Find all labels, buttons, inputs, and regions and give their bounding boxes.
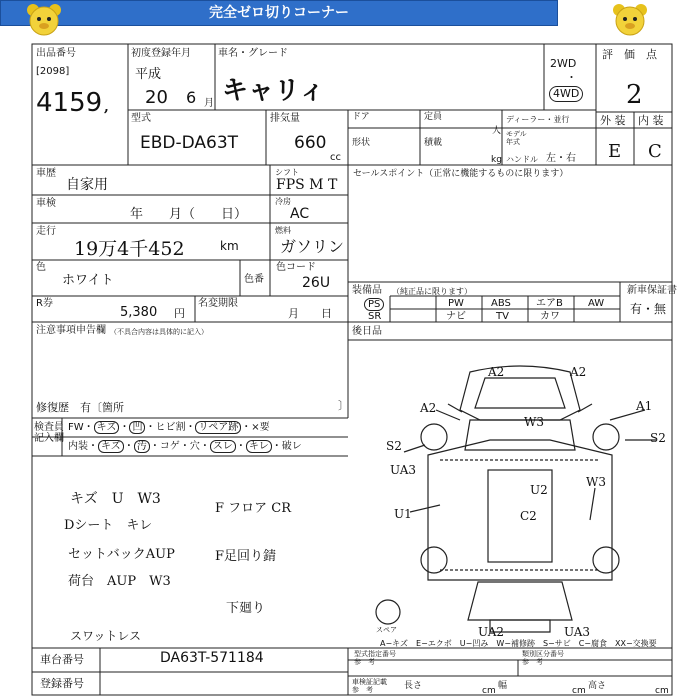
lot-mark: , (104, 99, 109, 115)
color-no-label: 色番 (244, 274, 264, 285)
int-item-burn: コゲ (159, 441, 180, 452)
mark-a2-top-left: A2 (488, 365, 505, 379)
ext-item-needed: ×要 (251, 422, 270, 433)
displacement-unit: cc (330, 152, 341, 163)
recycle-unit: 円 (174, 307, 185, 320)
inspection-value: 年 月（ 日） (130, 207, 248, 222)
mark-w3-side: W3 (586, 475, 606, 489)
hand-note-5: F フロア CR (215, 501, 292, 516)
int-item-tear: キレ (246, 440, 272, 453)
spare-label: スペア (376, 626, 397, 634)
int-item-dirt: 汚 (134, 440, 150, 453)
notes-sub: （不具合内容は具体的に記入） (110, 328, 208, 336)
mark-s2-left: S2 (386, 439, 402, 453)
interior-items: 内装・ キズ ・ 汚 ・コゲ・穴・ スレ ・ キレ ・破レ (68, 441, 302, 452)
equipment-sub: （純正品に限ります） (392, 287, 472, 296)
lot-label: 出品番号 (36, 48, 76, 59)
reg-ref-label: 車検証記載 参 考 (352, 678, 387, 694)
reg-year: 20 (145, 87, 168, 108)
exterior-label: 外 装 (600, 114, 626, 127)
inspector-label: 検査員 記入欄 (34, 422, 64, 444)
car-name: キャリィ (222, 76, 325, 106)
mark-ua3-left: UA3 (390, 463, 417, 477)
mark-ua3-rear: UA3 (564, 625, 591, 639)
load-label: 積載 (424, 138, 443, 148)
drive-dot: ・ (566, 71, 577, 84)
inspection-label: 車検 (36, 198, 56, 209)
history-value: 自家用 (66, 177, 108, 193)
color-code: 26U (302, 275, 331, 291)
model-value: EBD-DA63T (140, 133, 239, 153)
mark-u2: U2 (530, 483, 548, 497)
drive-4wd: 4WD (549, 86, 583, 102)
mark-s2-right: S2 (650, 431, 666, 445)
color-code-label: 色コード (276, 262, 316, 273)
ext-item-crack: ヒビ割 (155, 422, 186, 433)
repair-history: 修復歴 有〔箇所 (36, 401, 124, 414)
new-warranty-value: 有・無 (630, 302, 667, 316)
model-designation-label: 型式指定番号 参 考 (354, 650, 396, 666)
equipment-aw: AW (588, 298, 605, 309)
score-value: 2 (626, 80, 643, 110)
interior-label: 内 装 (638, 114, 664, 127)
ext-item-scratch: キズ (94, 421, 120, 434)
mark-a2-left: A2 (420, 401, 437, 415)
model-year-label: モデル 年式 (506, 130, 527, 146)
reg-label: 登録番号 (40, 677, 84, 690)
hand-note-7: 下廻り (226, 601, 266, 616)
width-unit: cm (572, 686, 586, 696)
int-item-hole: 穴 (189, 441, 200, 452)
fuel-label: 燃料 (275, 226, 291, 235)
length-unit: cm (482, 686, 496, 696)
door-label: ドア (352, 112, 370, 122)
color-label: 色 (36, 262, 46, 273)
shape-label: 形状 (352, 138, 371, 148)
fuel-value: ガソリン (280, 237, 345, 256)
era: 平成 (135, 67, 162, 82)
title-deadline-value: 月 日 (288, 307, 332, 320)
mark-a2-top-right: A2 (570, 365, 587, 379)
mileage-unit: km (220, 239, 239, 253)
width-label: 幅 (498, 681, 508, 691)
recycle-value: 5,380 (120, 305, 158, 320)
ext-item-dent: 凹 (129, 421, 145, 434)
mileage-label: 走行 (36, 226, 56, 237)
height-label: 高さ (588, 681, 607, 691)
lot-code: [2098] (36, 66, 70, 77)
capacity-unit: 人 (492, 126, 502, 136)
chassis-label: 車台番号 (40, 653, 84, 666)
title-deadline-label: 名変期限 (198, 298, 238, 309)
repair-bracket: 〕 (338, 399, 349, 412)
chassis-value: DA63T-571184 (160, 650, 264, 666)
equipment-ps: PS (364, 298, 384, 311)
hand-note-1: キズ U W3 (70, 491, 161, 507)
load-unit: kg (491, 155, 502, 165)
int-item-break: 破レ (281, 441, 302, 452)
category-label: 類別区分番号 参 考 (522, 650, 564, 666)
handle-value: 左・右 (546, 153, 576, 164)
month-unit: 月 (204, 98, 214, 109)
equipment-label: 装備品 (352, 285, 382, 296)
hand-note-6: F足回り錆 (215, 549, 277, 564)
recycle-label: R券 (36, 298, 53, 309)
exterior-items: FW・ キズ ・ 凹 ・ヒビ割・ リペア跡 ・×要 (68, 422, 270, 433)
equipment-leather: カワ (540, 311, 560, 322)
height-unit: cm (655, 686, 669, 696)
equipment-airbag: エアB (536, 298, 563, 309)
shift-value: FPS M T (276, 177, 338, 193)
int-row-label: 内装 (68, 441, 88, 452)
hand-note-8: スワットレス (70, 629, 142, 643)
hand-note-3: セットバックAUP (68, 547, 175, 562)
ext-item-repair: リペア跡 (195, 421, 241, 434)
equipment-navi: ナビ (446, 311, 466, 322)
capacity-label: 定員 (424, 112, 443, 122)
legend-text: A−キズ E−エクボ U−凹み W−補修跡 S−サビ C−腐食 XX−交換要 (380, 639, 657, 648)
selling-points-label: セールスポイント（正常に機能するものに限ります） (353, 169, 569, 179)
handle-label: ハンドル (506, 155, 538, 164)
hand-note-2: Dシート キレ (64, 518, 153, 533)
new-warranty-label: 新車保証書 (627, 285, 677, 296)
displacement-label: 排気量 (270, 113, 300, 124)
shift-label: シフト (275, 168, 299, 177)
model-label: 型式 (131, 113, 151, 124)
displacement-value: 660 (294, 133, 327, 153)
equipment-abs: ABS (491, 298, 511, 309)
int-item-scratch: キズ (98, 440, 124, 453)
mark-a1-right: A1 (636, 399, 653, 413)
page-title: 完全ゼロ切りコーナー (209, 5, 349, 21)
mark-ua2-rear: UA2 (478, 625, 505, 639)
equipment-sr: SR (368, 311, 382, 322)
notes-label: 注意事項申告欄 (36, 325, 106, 336)
score-label: 評 価 点 (602, 48, 657, 61)
color-value: ホワイト (62, 273, 114, 288)
rear-label: 後日品 (352, 326, 382, 337)
dealer-label: ディーラー・並行 (506, 115, 570, 124)
length-label: 長さ (404, 681, 423, 691)
mark-w3-cab: W3 (524, 415, 544, 429)
ac-value: AC (290, 206, 310, 222)
exterior-grade: E (608, 141, 622, 162)
interior-grade: C (648, 141, 662, 162)
reg-month: 6 (186, 88, 197, 107)
first-reg-label: 初度登録年月 (131, 48, 191, 59)
car-name-label: 車名・グレード (218, 48, 288, 59)
equipment-tv: TV (496, 311, 509, 322)
hand-note-4: 荷台 AUP W3 (68, 574, 171, 589)
ext-item-fw: FW (68, 422, 84, 433)
equipment-pw: PW (448, 298, 464, 309)
int-item-wear: スレ (210, 440, 236, 453)
ac-label: 冷房 (275, 197, 291, 206)
history-label: 車歴 (36, 168, 56, 179)
drive-2wd: 2WD (550, 57, 577, 70)
mark-c2: C2 (520, 509, 537, 523)
mark-u1: U1 (394, 507, 412, 521)
mileage-value: 19万4千452 (74, 238, 185, 260)
lot-number: 4159 (36, 88, 103, 118)
